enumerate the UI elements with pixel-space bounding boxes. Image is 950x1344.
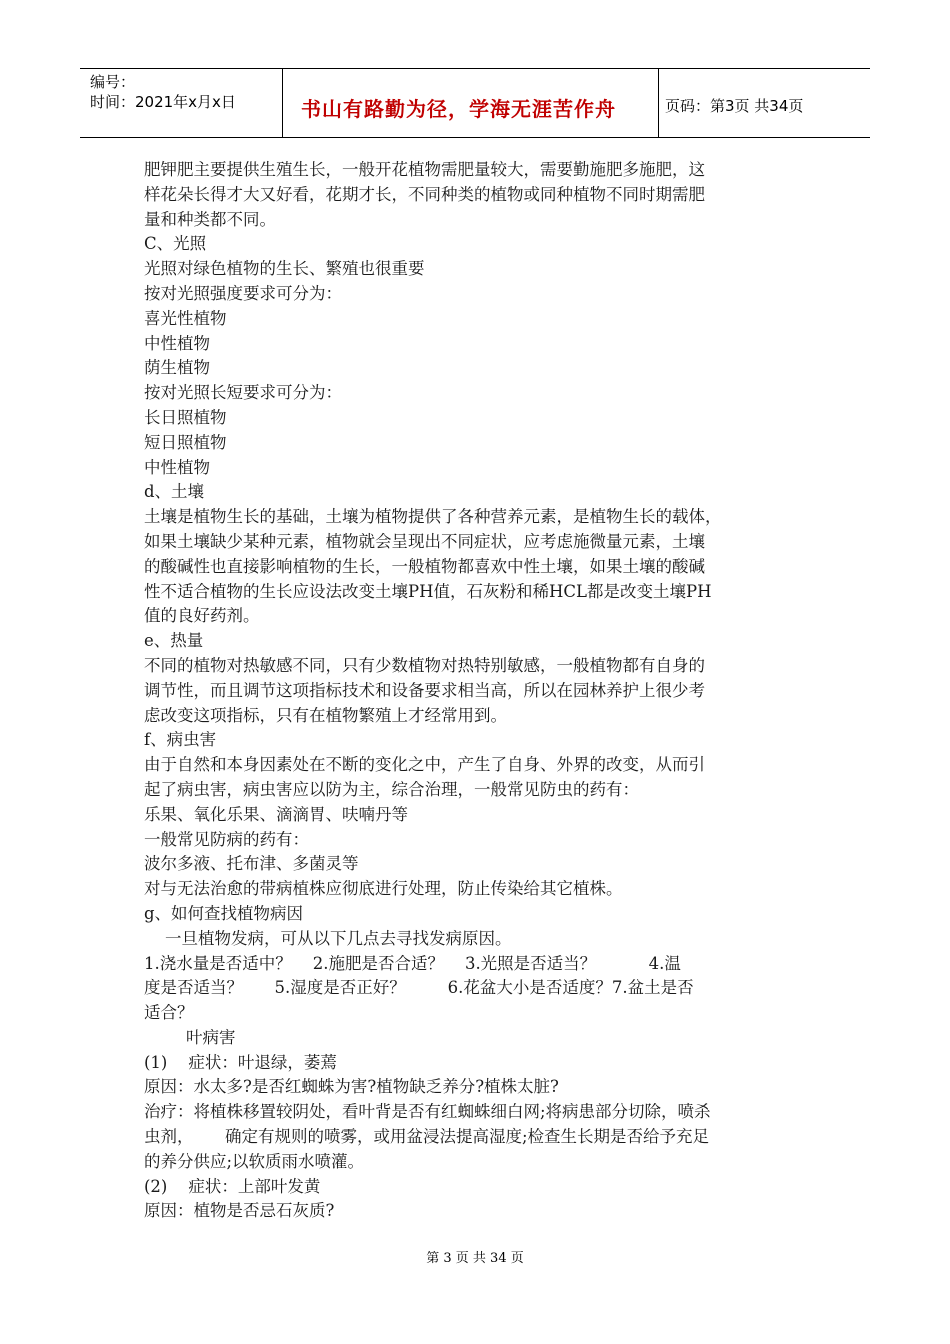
text-line: 波尔多液、托布津、多菌灵等 (144, 854, 359, 874)
text-line: 长日照植物 (144, 407, 227, 427)
text-line: 土壤是植物生长的基础，土壤为植物提供了各种营养元素，是植物生长的载体， (144, 507, 722, 527)
document-number: 编号： (90, 73, 136, 91)
text-line: 虑改变这项指标，只有在植物繁殖上才经常用到。 (144, 705, 507, 725)
text-line: 按对光照强度要求可分为： (144, 283, 342, 303)
text-line: 一般常见防病的药有： (144, 829, 309, 849)
text-line: g、如何查找植物病因 (144, 903, 304, 923)
header-table (80, 68, 870, 138)
text-line: e、热量 (144, 631, 204, 651)
text-line: f、病虫害 (144, 730, 217, 750)
header-motto-cell (283, 69, 659, 137)
header-page-info: 页码：第3页 共34页 (665, 97, 804, 115)
text-line: 起了病虫害，病虫害应以防为主，综合治理，一般常见防虫的药有： (144, 779, 639, 799)
header-page-cell (659, 69, 870, 137)
text-line: 值的良好药剂。 (144, 606, 260, 626)
text-line: 中性植物 (144, 457, 210, 477)
text-line: 肥钾肥主要提供生殖生长，一般开花植物需肥量较大，需要勤施肥多施肥，这 (144, 160, 705, 179)
text-line: 样花朵长得才大又好看，花期才长，不同种类的植物或同种植物不同时期需肥 (144, 184, 705, 204)
text-line: (1) 症状：叶退绿，萎蔫 (144, 1052, 337, 1072)
text-line: 原因：植物是否忌石灰质? (144, 1201, 335, 1221)
text-line: 按对光照长短要求可分为： (144, 383, 342, 403)
text-line: 如果土壤缺少某种元素，植物就会呈现出不同症状，应考虑施微量元素，土壤 (144, 531, 705, 551)
text-line: (2) 症状：上部叶发黄 (144, 1176, 321, 1196)
text-line: 短日照植物 (144, 432, 227, 452)
document-date: 时间：2021年x月x日 (90, 93, 236, 111)
text-line: 适合？ (144, 1003, 194, 1023)
text-line: 荫生植物 (144, 358, 210, 378)
text-line: 不同的植物对热敏感不同，只有少数植物对热特别敏感，一般植物都有自身的 (144, 655, 705, 675)
text-line: 喜光性植物 (144, 308, 227, 328)
text-line: 乐果、氧化乐果、滴滴胃、呋喃丹等 (144, 804, 408, 824)
page-footer: 第 3 页 共 34 页 (426, 1251, 524, 1266)
text-line: 叶病害 (144, 1027, 236, 1047)
text-line: 1.浇水量是否适中？ 2.施肥是否合适？ 3.光照是否适当？ 4.温 (144, 953, 681, 973)
text-line: 一旦植物发病，可从以下几点去寻找发病原因。 (144, 928, 512, 948)
text-line: 原因：水太多?是否红蜘蛛为害?植物缺乏养分?植株太脏? (144, 1077, 559, 1097)
text-line: 的酸碱性也直接影响植物的生长，一般植物都喜欢中性土壤，如果土壤的酸碱 (144, 556, 705, 576)
text-line: 调节性，而且调节这项指标技术和设备要求相当高，所以在园林养护上很少考 (144, 680, 705, 700)
header-meta-cell (80, 69, 283, 137)
text-line: 对与无法治愈的带病植株应彻底进行处理，防止传染给其它植株。 (144, 879, 623, 899)
text-line: 虫剂， 确定有规则的喷雾，或用盆浸法提高湿度;检查生长期是否给予充足 (144, 1127, 710, 1147)
text-line: 性不适合植物的生长应设法改变土壤PH值，石灰粉和稀HCL都是改变土壤PH (144, 581, 712, 601)
text-line: 度是否适当？ 5.湿度是否正好？ 6.花盆大小是否适度？7.盆土是否 (144, 978, 694, 998)
text-line: d、土壤 (144, 482, 205, 502)
text-line: 光照对绿色植物的生长、繁殖也很重要 (144, 259, 425, 279)
text-line: 量和种类都不同。 (144, 209, 276, 229)
text-line: C、光照 (144, 234, 207, 254)
text-line: 的养分供应;以软质雨水喷灌。 (144, 1151, 365, 1171)
body-text (144, 158, 809, 1224)
text-line: 由于自然和本身因素处在不断的变化之中，产生了自身、外界的改变，从而引 (144, 755, 705, 775)
text-line: 治疗：将植株移置较阴处，看叶背是否有红蜘蛛细白网;将病患部分切除，喷杀 (144, 1102, 711, 1122)
text-line: 中性植物 (144, 333, 210, 353)
header-motto: 书山有路勤为径，学海无涯苦作舟 (301, 97, 616, 121)
